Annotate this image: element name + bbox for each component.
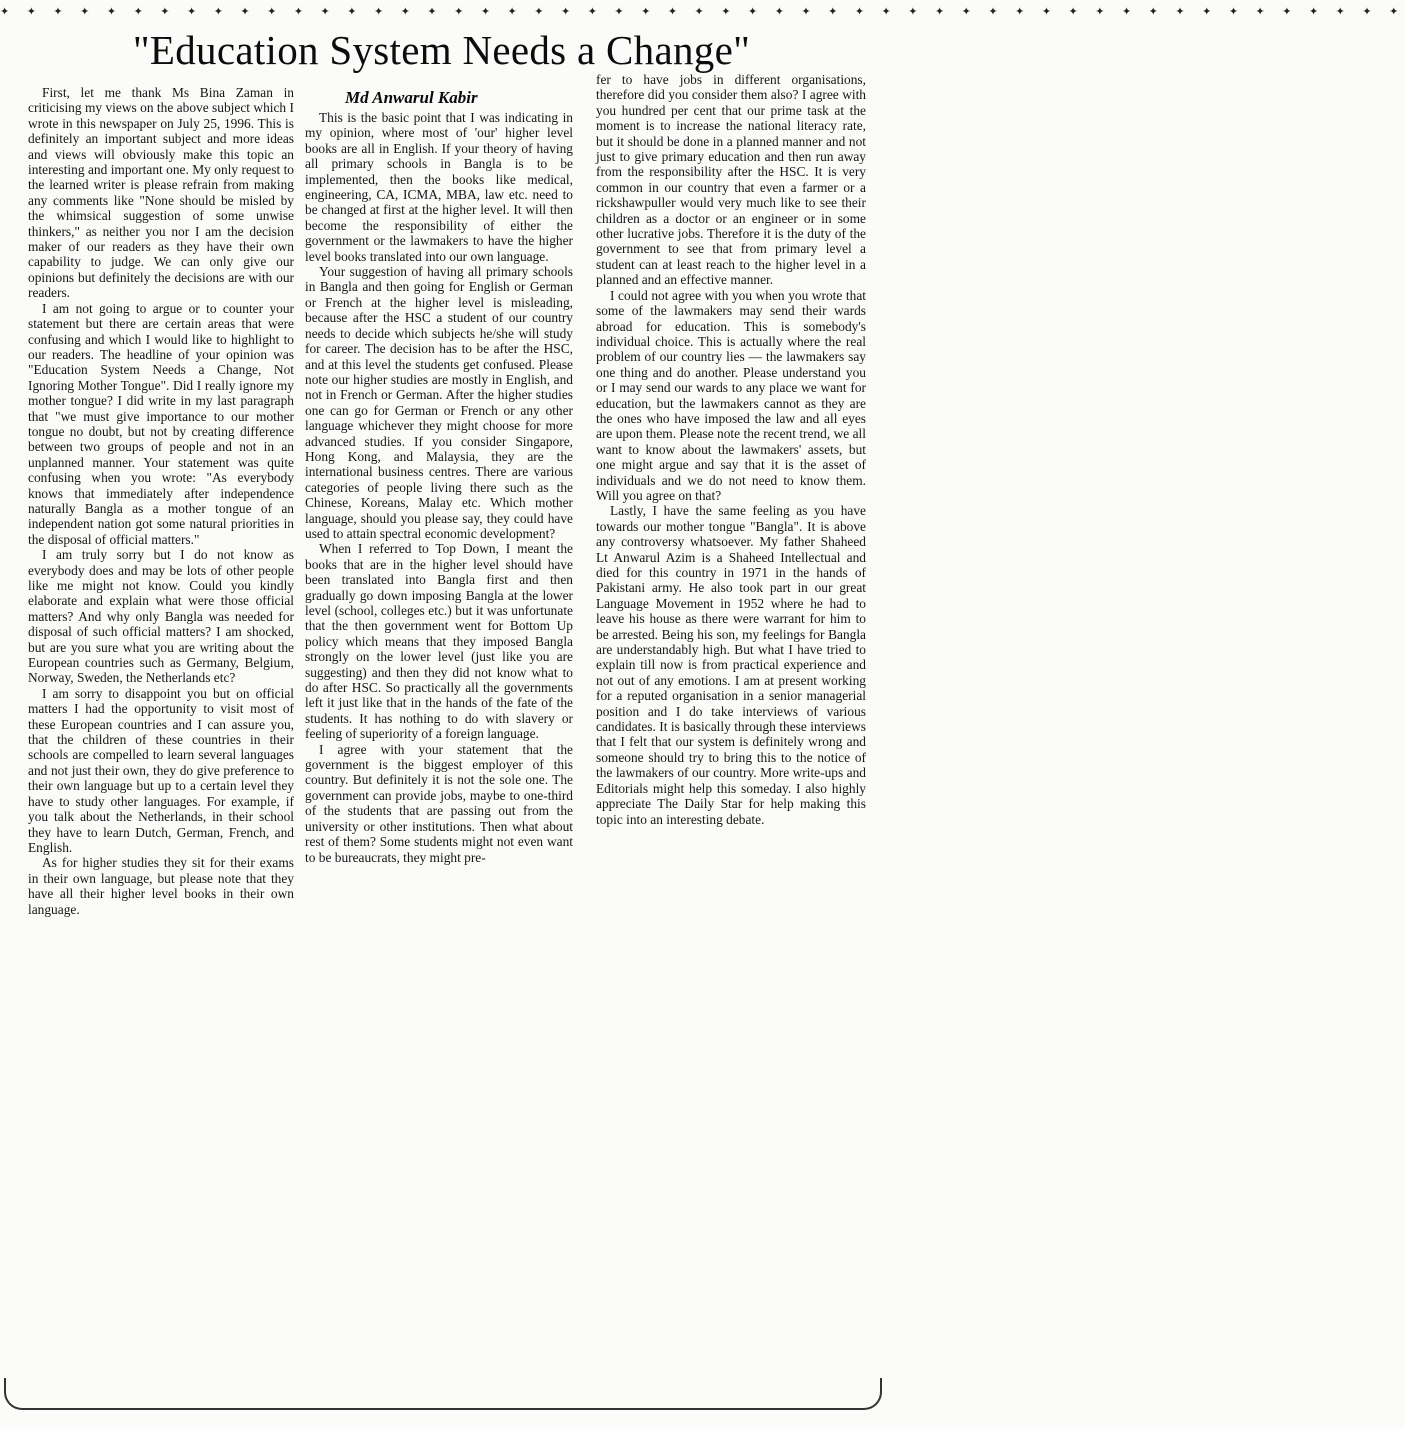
paragraph: I agree with your statement that the government is the biggest employer of this country. But definitely it is not the sole one. The government can provide jobs, maybe to one-third of the students that are passing out from the university or other institutions. Then what about rest of them? Some students might not even want to be bureaucrats, they might pre-	[305, 741, 573, 865]
paragraph: I am truly sorry but I do not know as everybody does and may be lots of other people like me might not know. Could you kindly elaborate and explain what were those official matters? And why only Bangla was needed for disposal of such official matters? I am shocked, but are you sure what you are writing about the European countries such as Germany, Belgium, Norway, Sweden, the Netherlands etc?	[28, 547, 294, 686]
author-byline: Md Anwarul Kabir	[345, 88, 478, 107]
paragraph: I could not agree with you when you wrote that some of the lawmakers may send their wards abroad for education. This is somebody's individual choice. This is actually where the real problem of our country lies — the lawmakers say one thing and do another. Please understand you or I may send our wards to any place we want for education, but the lawmakers cannot as they are the ones who have imposed the law and all eyes are upon them. Please note the recent trend, we all want to know about the lawmakers' assets, but one might argue and say that it is the asset of individuals and we do not need to know them. Will you agree on that?	[596, 287, 866, 503]
paragraph: When I referred to Top Down, I meant the books that are in the higher level should have been translated into Bangla first and then gradually go down imposing Bangla at the lower level (school, colleges etc.) but it was unfortunate that the then government went for Bottom Up policy which means that they imposed Bangla strongly on the lower level (just like you are suggesting) and then they did not know what to do after HSC. So practically all the governments left it just like that in the hands of the fate of the students. It has nothing to do with slavery or feeling of superiority of a foreign language.	[305, 541, 573, 742]
paragraph: I am not going to argue or to counter your statement but there are certain areas that were confusing and which I would like to highlight to our readers. The headline of your opinion was "Education System Needs a Change, Not Ignoring Mother Tongue". Did I really ignore my mother tongue? I did write in my last paragraph that "we must give importance to our mother tongue no doubt, but not by creating difference between two groups of people and not in an unplanned manner. Your statement was quite confusing when you wrote: "As everybody knows that immediately after independence naturally Bangla as a mother tongue of an independent nation got some natural priorities in the disposal of official matters."	[28, 300, 294, 547]
headline: "Education System Needs a Change"	[132, 27, 751, 73]
article-column-2	[305, 88, 573, 1398]
article-column-3	[596, 72, 866, 1382]
decorative-star-rule: ✦ ✦ ✦ ✦ ✦ ✦ ✦ ✦ ✦ ✦ ✦ ✦ ✦ ✦ ✦ ✦ ✦ ✦ ✦ ✦ ✦ ✦ ✦ ✦ ✦ ✦ ✦ ✦ ✦ ✦ ✦ ✦ ✦ ✦ ✦ ✦ ✦ ✦ ✦ ✦ ✦ ✦ ✦ ✦ ✦ ✦ ✦ ✦ ✦ ✦ ✦ ✦ ✦	[0, 5, 1405, 18]
paragraph: Lastly, I have the same feeling as you have towards our mother tongue "Bangla". It is above any controversy whatsoever. My father Shaheed Lt Anwarul Azim is a Shaheed Intellectual and died for this country in 1971 in the hands of Pakistani army. He also took part in our great Language Movement in 1952 where he had to leave his house as there were warrant for him to be arrested. Being his son, my feelings for Bangla are understandably high. But what I have tried to explain till now is from practical experience and not out of any emotions. I am at present working for a reputed organisation in a senior managerial position and I do take interviews of various candidates. It is basically through these interviews that I felt that our system is definitely wrong and someone should try to bring this to the notice of the lawmakers of our country. More write-ups and Editorials might help this someday. I also highly appreciate The Daily Star for help making this topic into an interesting debate.	[596, 503, 866, 827]
bottom-border-frame	[4, 1378, 882, 1410]
article-column-1	[28, 85, 294, 1395]
paragraph: First, let me thank Ms Bina Zaman in criticising my views on the above subject which I wrote in this newspaper on July 25, 1996. This is definitely an important subject and more ideas and views will obviously make this topic an interesting and important one. My only request to the learned writer is please refrain from making any comments like "None should be misled by the whimsical suggestion of some unwise thinkers," as neither you nor I am the decision maker of our readers as they have their own capability to judge. We can only give our opinions but definitely the decisions are with our readers.	[28, 85, 294, 301]
paragraph: This is the basic point that I was indicating in my opinion, where most of 'our' higher level books are all in English. If your theory of having all primary schools in Bangla is to be implemented, then the books like medical, engineering, CA, ICMA, MBA, law etc. need to be changed at first at the higher level. It will then become the responsibility of either the government or the lawmakers to have the higher level books translated into our own language.	[305, 110, 573, 264]
paragraph: fer to have jobs in different organisations, therefore did you consider them also? I agree with you hundred per cent that our prime task at the moment is to increase the national literacy rate, but it should be done in a planned manner and not just to give primary education and then run away from the responsibility after the HSC. It is very common in our country that even a farmer or a rickshawpuller would very much like to see their children as a doctor or an engineer or in some other lucrative jobs. Therefore it is the duty of the government to see that from primary level a student can at least reach to the higher level in a planned and an effective manner.	[596, 72, 866, 288]
paragraph: I am sorry to disappoint you but on official matters I had the opportunity to visit most of these European countries and I can assure you, that the children of these countries in their schools are compelled to learn several languages and not just their own, they do give preference to their own language but up to a certain level they have to study other languages. For example, if you talk about the Netherlands, in their school they have to learn Dutch, German, French, and English.	[28, 685, 294, 855]
paragraph: As for higher studies they sit for their exams in their own language, but please note that they have all their higher level books in their own language.	[28, 855, 294, 917]
paragraph: Your suggestion of having all primary schools in Bangla and then going for English or German or French at the higher level is misleading, because after the HSC a student of our country needs to decide which subjects he/she will study for career. The decision has to be after the HSC, and at this level the students get confused. Please note our higher studies are mostly in English, and not in French or German. After the higher studies one can go for German or French or any other language whichever they might choose for more advanced studies. If you consider Singapore, Hong Kong, and Malaysia, they are the international business centres. There are various categories of people living there such as the Chinese, Koreans, Malay etc. Which mother language, should you please say, they could have used to attain spectral economic development?	[305, 264, 573, 541]
